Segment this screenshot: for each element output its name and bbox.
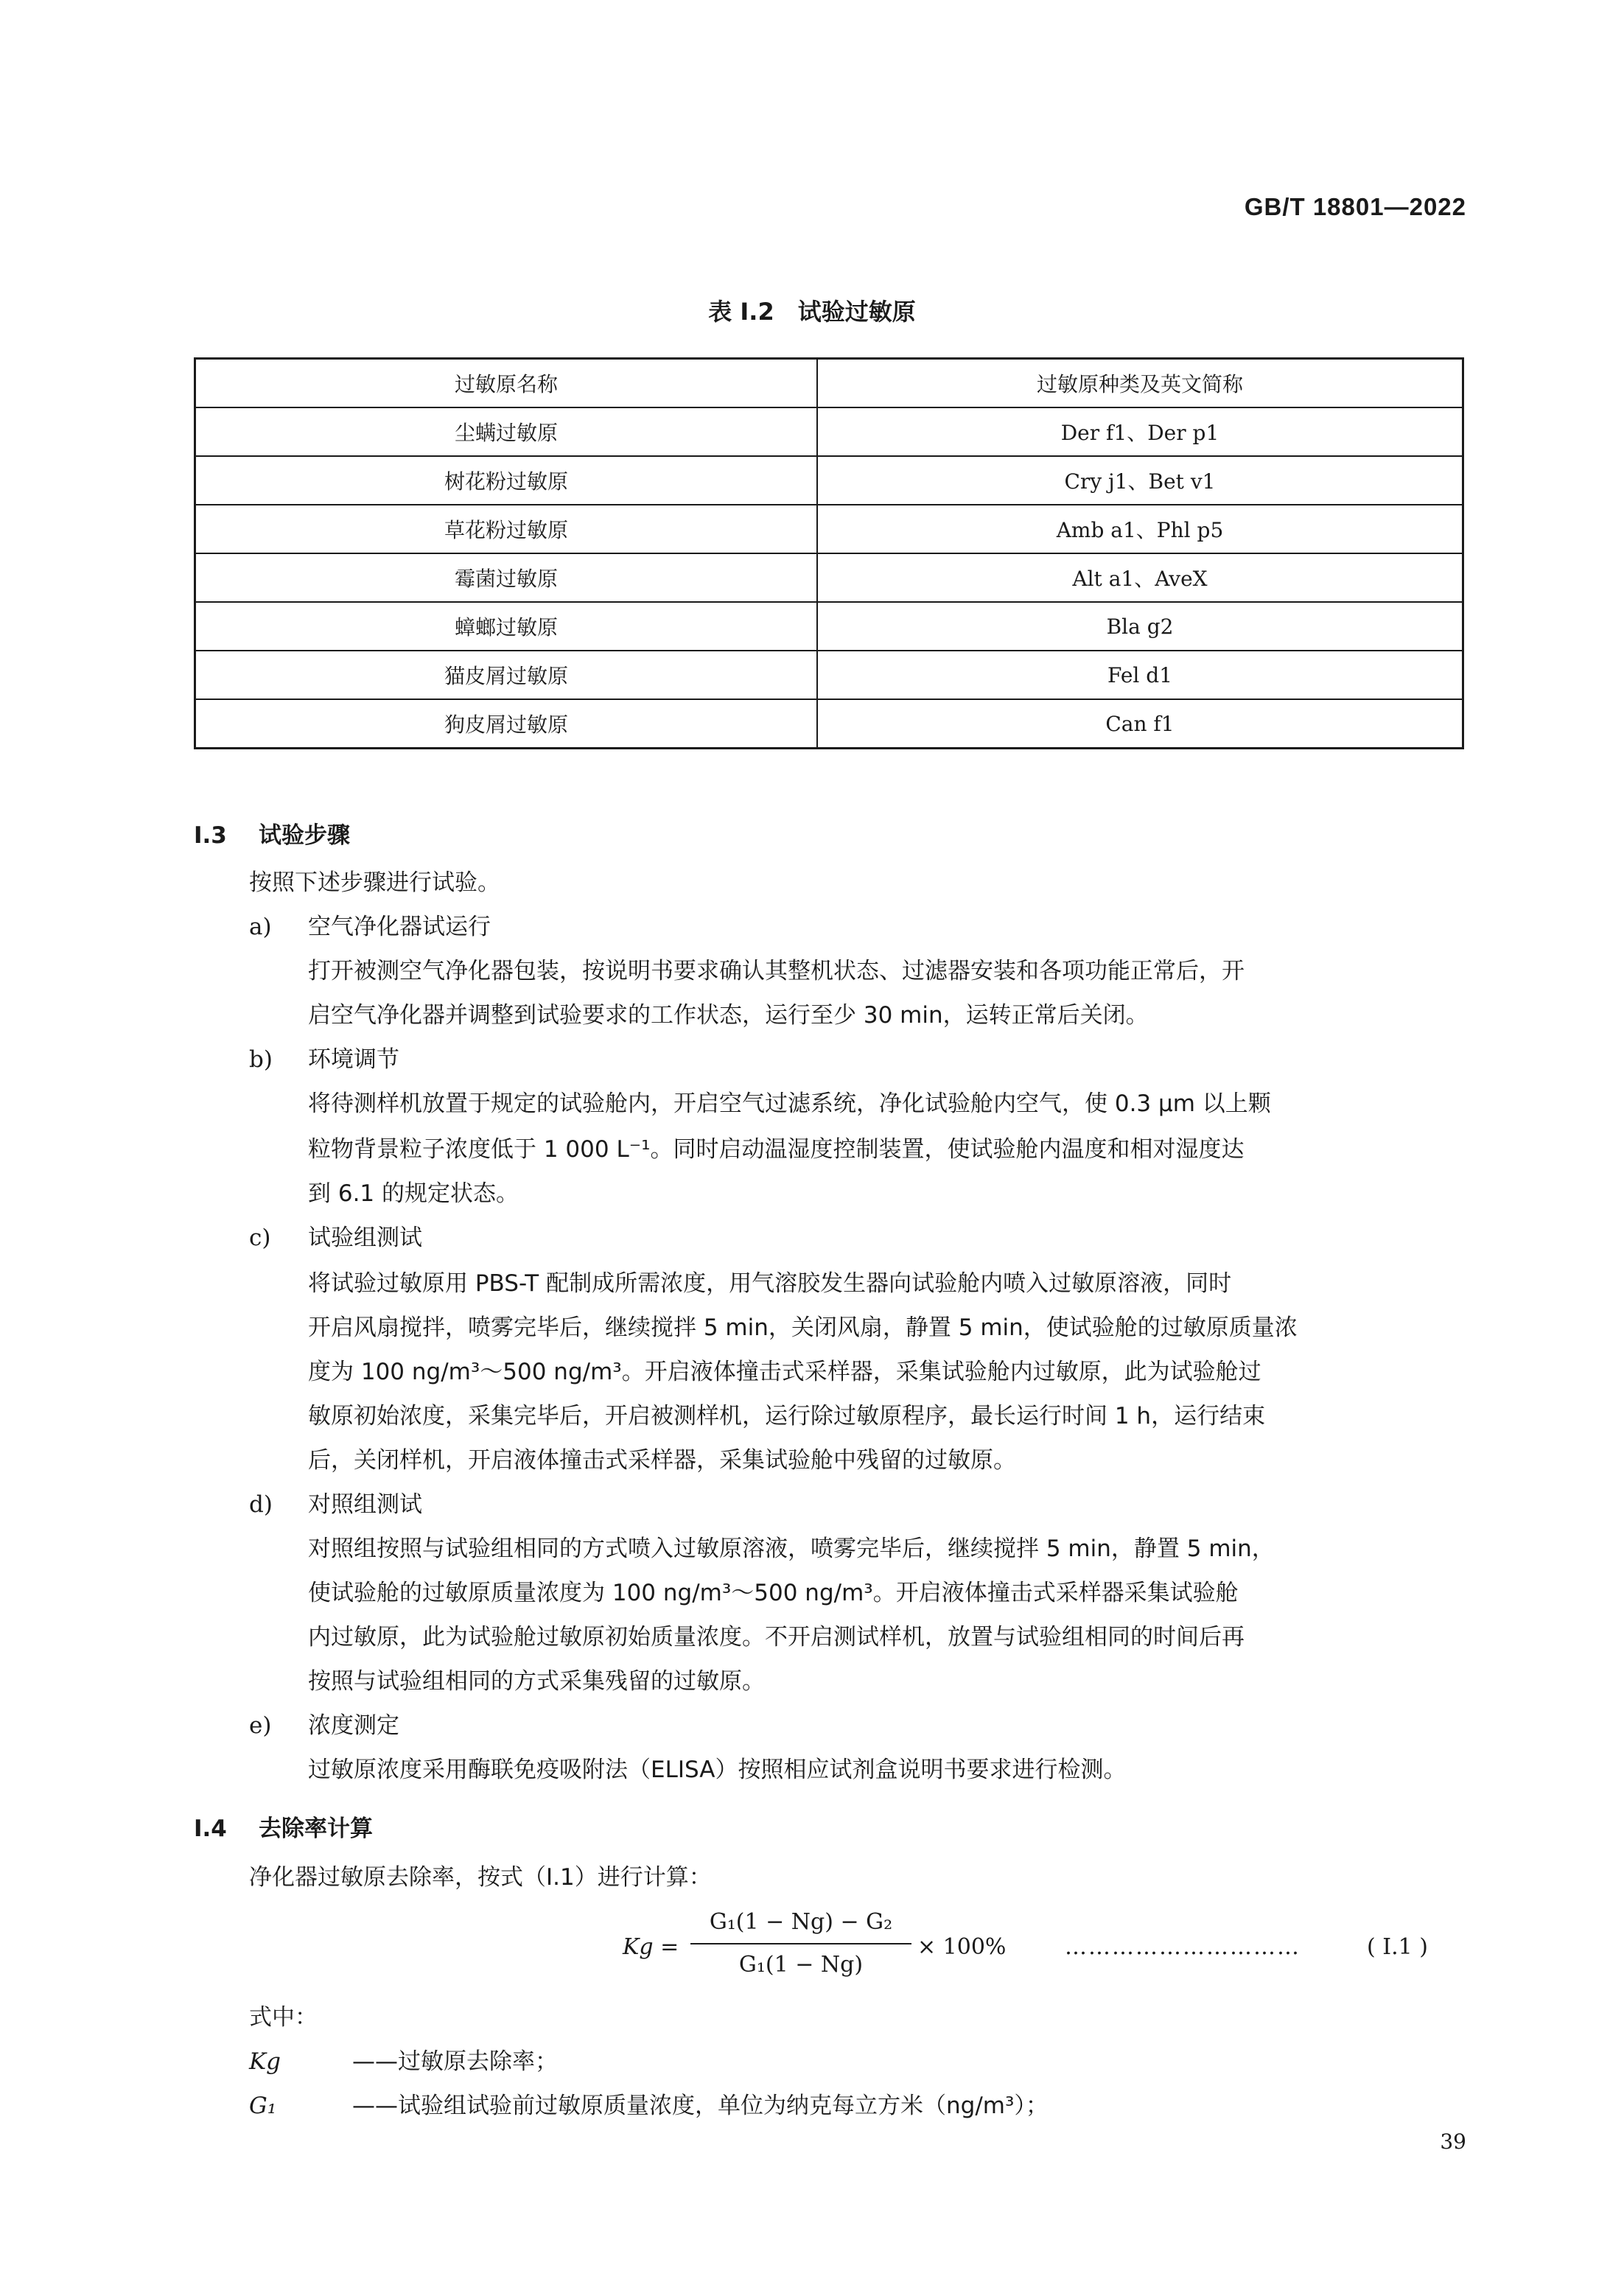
where-label: 式中：	[249, 2004, 318, 2031]
section-heading-i4	[194, 1810, 373, 1843]
allergen-name-cell: 狗皮屑过敏原	[195, 699, 818, 749]
item-label-d: d)	[249, 1491, 273, 1518]
formula-label: ( I.1 )	[1367, 1934, 1428, 1960]
formula-numerator: G₁(1 − Ng) − G₂	[709, 1909, 893, 1935]
formula-lhs: Kg =	[623, 1934, 679, 1960]
allergen-abbr-cell: Alt a1、AveX	[817, 553, 1463, 602]
paragraph-line: 内过敏原，此为试验舱过敏原初始质量浓度。不开启测试样机，放置与试验组相同的时间后再	[308, 1624, 1245, 1650]
column-header-name: 过敏原名称	[195, 359, 818, 408]
item-title-d: 对照组测试	[308, 1491, 422, 1518]
paragraph-line: 打开被测空气净化器包装，按说明书要求确认其整机状态、过滤器安装和各项功能正常后，开	[308, 958, 1245, 984]
document-code: GB/T 18801—2022	[1244, 193, 1466, 220]
definition-text: ——试验组试验前过敏原质量浓度，单位为纳克每立方米（ng/m³）；	[352, 2093, 1049, 2119]
item-label-c: c)	[249, 1225, 271, 1251]
definition-text: ——过敏原去除率；	[352, 2048, 558, 2075]
column-header-abbreviation: 过敏原种类及英文简称	[817, 359, 1463, 408]
formula-fraction	[690, 1905, 911, 1983]
paragraph-line: 到 6.1 的规定状态。	[308, 1180, 519, 1207]
definition-g1	[249, 2091, 1049, 2121]
section-title: 去除率计算	[259, 1816, 373, 1842]
allergen-abbr-cell: Amb a1、Phl p5	[817, 505, 1463, 553]
item-title-c: 试验组测试	[308, 1225, 422, 1251]
page-number: 39	[1440, 2129, 1466, 2154]
table-title: 表 I.2 试验过敏原	[708, 298, 916, 326]
item-label-b: b)	[249, 1046, 273, 1073]
table-row	[195, 456, 1463, 505]
paragraph-line: 开启风扇搅拌，喷雾完毕后，继续搅拌 5 min，关闭风扇，静置 5 min，使试验舱的过敏原质量浓	[308, 1314, 1298, 1341]
allergen-abbr-cell: Bla g2	[817, 602, 1463, 651]
allergen-abbr-cell: Cry j1、Bet v1	[817, 456, 1463, 505]
fraction-bar	[690, 1943, 911, 1944]
section-intro: 净化器过敏原去除率，按式（I.1）进行计算：	[249, 1864, 712, 1891]
table-row	[195, 407, 1463, 456]
paragraph-line: 过敏原浓度采用酶联免疫吸附法（ELISA）按照相应试剂盒说明书要求进行检测。	[308, 1757, 1127, 1783]
table-row	[195, 505, 1463, 553]
allergen-name-cell: 蟑螂过敏原	[195, 602, 818, 651]
allergen-name-cell: 尘螨过敏原	[195, 407, 818, 456]
formula-multiplier: × 100%	[917, 1934, 1007, 1960]
definition-symbol: Kg	[249, 2048, 281, 2075]
table-row	[195, 602, 1463, 651]
allergen-abbr-cell: Der f1、Der p1	[817, 407, 1463, 456]
item-title-e: 浓度测定	[308, 1712, 399, 1739]
paragraph-line: 启空气净化器并调整到试验要求的工作状态，运行至少 30 min，运转正常后关闭。	[308, 1002, 1149, 1029]
section-number: I.4	[194, 1816, 227, 1842]
formula-denominator: G₁(1 − Ng)	[738, 1952, 864, 1978]
allergen-table	[194, 357, 1464, 749]
allergen-abbr-cell: Can f1	[817, 699, 1463, 749]
removal-rate-formula	[623, 1905, 1470, 1993]
allergen-name-cell: 猫皮屑过敏原	[195, 651, 818, 699]
definition-symbol: G₁	[249, 2093, 277, 2119]
section-intro: 按照下述步骤进行试验。	[249, 869, 500, 896]
item-title-a: 空气净化器试运行	[308, 914, 491, 940]
paragraph-line: 对照组按照与试验组相同的方式喷入过敏原溶液，喷雾完毕后，继续搅拌 5 min，静置 5 min，	[308, 1536, 1275, 1562]
allergen-name-cell: 树花粉过敏原	[195, 456, 818, 505]
paragraph-line: 后，关闭样机，开启液体撞击式采样器，采集试验舱中残留的过敏原。	[308, 1447, 1016, 1474]
item-label-e: e)	[249, 1712, 272, 1739]
table-header-row	[195, 359, 1463, 408]
table-row	[195, 651, 1463, 699]
paragraph-line: 将试验过敏原用 PBS-T 配制成所需浓度，用气溶胶发生器向试验舱内喷入过敏原溶液，同时	[308, 1270, 1232, 1297]
allergen-abbr-cell: Fel d1	[817, 651, 1463, 699]
table-row	[195, 553, 1463, 602]
section-number: I.3	[194, 822, 227, 849]
paragraph-line: 将待测样机放置于规定的试验舱内，开启空气过滤系统，净化试验舱内空气，使 0.3 μm 以上颗	[308, 1091, 1271, 1117]
section-title: 试验步骤	[259, 822, 350, 849]
allergen-name-cell: 霉菌过敏原	[195, 553, 818, 602]
table-row	[195, 699, 1463, 749]
paragraph-line: 敏原初始浓度，采集完毕后，开启被测样机，运行除过敏原程序，最长运行时间 1 h，运行结束	[308, 1403, 1266, 1429]
paragraph-line: 按照与试验组相同的方式采集残留的过敏原。	[308, 1668, 765, 1695]
paragraph-line: 使试验舱的过敏原质量浓度为 100 ng/m³～500 ng/m³。开启液体撞击式采样器采集试验舱	[308, 1580, 1239, 1606]
formula-leader-dots: …………………………	[1065, 1934, 1301, 1960]
section-heading-i3	[194, 816, 350, 850]
item-title-b: 环境调节	[308, 1046, 399, 1073]
allergen-name-cell: 草花粉过敏原	[195, 505, 818, 553]
definition-kg	[249, 2047, 558, 2076]
item-label-a: a)	[249, 914, 272, 940]
paragraph-line: 粒物背景粒子浓度低于 1 000 L⁻¹。同时启动温湿度控制装置，使试验舱内温度和相对湿度达	[308, 1136, 1245, 1163]
paragraph-line: 度为 100 ng/m³～500 ng/m³。开启液体撞击式采样器，采集试验舱内过敏原，此为试验舱过	[308, 1359, 1261, 1385]
